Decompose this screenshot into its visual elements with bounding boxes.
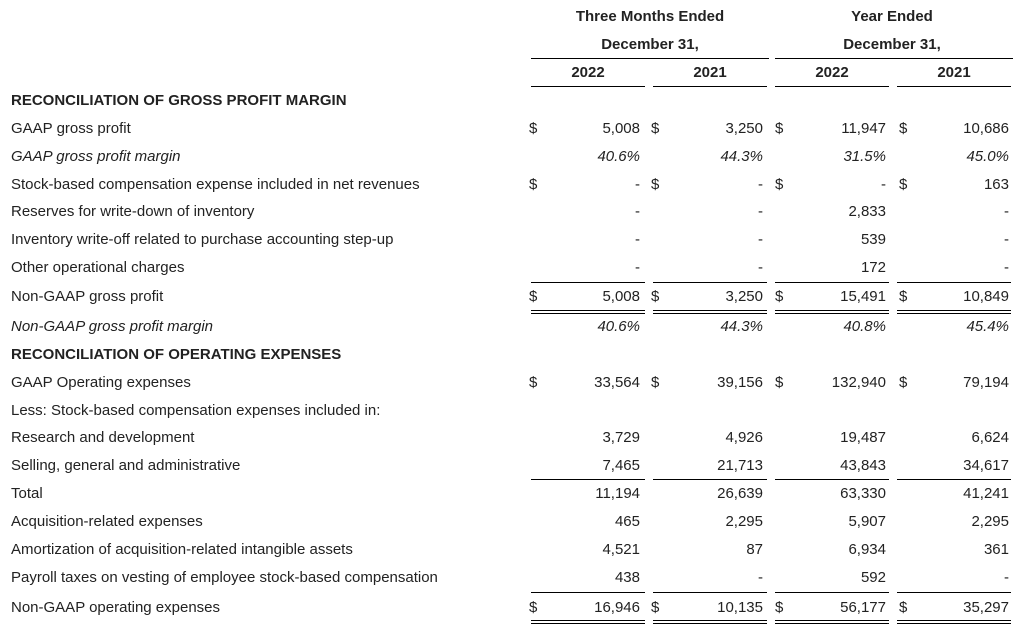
dollar-sign: $ bbox=[651, 288, 660, 305]
double-underline bbox=[775, 310, 889, 314]
subtotal-underline bbox=[897, 479, 1011, 480]
row-value-col1: 16,946 bbox=[594, 599, 640, 616]
row-value-col1: 11,194 bbox=[595, 485, 640, 502]
row-value-col2: 21,713 bbox=[717, 457, 763, 474]
dollar-sign: $ bbox=[529, 599, 538, 616]
row-value-col2: 3,250 bbox=[725, 288, 763, 305]
row-value-col2: 3,250 bbox=[725, 120, 763, 137]
header-group1-line1: Three Months Ended bbox=[575, 8, 725, 25]
row-value-col2: 87 bbox=[746, 541, 763, 558]
row-value-col2: 44.3% bbox=[720, 318, 763, 335]
row-value-col3: 2,833 bbox=[848, 203, 886, 220]
subtotal-underline bbox=[775, 282, 889, 283]
row-value-col1: - bbox=[635, 259, 640, 276]
row-value-col1: - bbox=[635, 231, 640, 248]
row-label: Other operational charges bbox=[11, 259, 185, 276]
dollar-sign: $ bbox=[775, 288, 784, 305]
dollar-sign: $ bbox=[899, 120, 908, 137]
row-value-col3: 11,947 bbox=[841, 120, 886, 137]
row-value-col4: 34,617 bbox=[963, 457, 1009, 474]
row-value-col2: 10,135 bbox=[717, 599, 763, 616]
row-label: Stock-based compensation expense included in net revenues bbox=[11, 176, 420, 193]
row-value-col4: 35,297 bbox=[963, 599, 1009, 616]
header-rule-col1 bbox=[531, 86, 645, 87]
row-value-col4: 361 bbox=[983, 541, 1009, 558]
row-value-col1: - bbox=[635, 203, 640, 220]
row-label: Non-GAAP gross profit margin bbox=[11, 318, 214, 335]
header-rule-col4 bbox=[897, 86, 1011, 87]
subtotal-underline bbox=[897, 282, 1011, 283]
row-value-col4: 41,241 bbox=[963, 485, 1009, 502]
row-value-col1: 465 bbox=[614, 513, 640, 530]
header-group2-line1: Year Ended bbox=[851, 8, 933, 25]
row-value-col1: 5,008 bbox=[602, 120, 640, 137]
row-value-col1: 438 bbox=[614, 569, 640, 586]
subtotal-underline bbox=[531, 592, 645, 593]
subtotal-underline bbox=[653, 592, 767, 593]
header-rule-col2 bbox=[653, 86, 767, 87]
row-label: Amortization of acquisition-related intangible assets bbox=[11, 541, 353, 558]
row-value-col1: 5,008 bbox=[602, 288, 640, 305]
row-label: Research and development bbox=[11, 429, 195, 446]
subtotal-underline bbox=[531, 282, 645, 283]
row-value-col1: 3,729 bbox=[602, 429, 640, 446]
row-value-col2: 39,156 bbox=[717, 374, 763, 391]
dollar-sign: $ bbox=[899, 599, 908, 616]
row-value-col2: 4,926 bbox=[725, 429, 763, 446]
dollar-sign: $ bbox=[651, 120, 660, 137]
dollar-sign: $ bbox=[651, 176, 660, 193]
row-value-col3: 132,940 bbox=[831, 374, 886, 391]
row-label: RECONCILIATION OF GROSS PROFIT MARGIN bbox=[11, 92, 347, 109]
row-value-col1: 33,564 bbox=[594, 374, 640, 391]
row-value-col4: - bbox=[1004, 569, 1009, 586]
row-label: Inventory write-off related to purchase accounting step-up bbox=[11, 231, 394, 248]
row-value-col4: - bbox=[1004, 259, 1009, 276]
double-underline bbox=[653, 310, 767, 314]
row-value-col2: - bbox=[758, 569, 763, 586]
header-rule-group1 bbox=[531, 58, 769, 59]
row-value-col4: 2,295 bbox=[971, 513, 1009, 530]
dollar-sign: $ bbox=[775, 374, 784, 391]
row-value-col2: 44.3% bbox=[720, 148, 763, 165]
dollar-sign: $ bbox=[529, 176, 538, 193]
row-label: Less: Stock-based compensation expenses included in: bbox=[11, 402, 381, 419]
dollar-sign: $ bbox=[775, 599, 784, 616]
row-value-col2: - bbox=[758, 259, 763, 276]
header-year-col2: 2021 bbox=[693, 64, 727, 81]
header-group2-line2: December 31, bbox=[843, 36, 941, 53]
dollar-sign: $ bbox=[651, 374, 660, 391]
dollar-sign: $ bbox=[529, 120, 538, 137]
subtotal-underline bbox=[775, 479, 889, 480]
row-value-col4: 10,849 bbox=[963, 288, 1009, 305]
row-value-col2: - bbox=[758, 231, 763, 248]
dollar-sign: $ bbox=[775, 120, 784, 137]
header-year-col4: 2021 bbox=[937, 64, 971, 81]
row-value-col3: 172 bbox=[860, 259, 886, 276]
double-underline bbox=[531, 310, 645, 314]
row-value-col1: 4,521 bbox=[602, 541, 640, 558]
dollar-sign: $ bbox=[775, 176, 784, 193]
row-value-col4: 163 bbox=[983, 176, 1009, 193]
header-group1-line2: December 31, bbox=[601, 36, 699, 53]
row-value-col3: 592 bbox=[860, 569, 886, 586]
header-year-col3: 2022 bbox=[815, 64, 849, 81]
row-value-col4: 79,194 bbox=[963, 374, 1009, 391]
dollar-sign: $ bbox=[529, 288, 538, 305]
row-label: Selling, general and administrative bbox=[11, 457, 241, 474]
row-label: Acquisition-related expenses bbox=[11, 513, 203, 530]
row-value-col3: 5,907 bbox=[848, 513, 886, 530]
dollar-sign: $ bbox=[899, 288, 908, 305]
row-value-col2: - bbox=[758, 203, 763, 220]
subtotal-underline bbox=[653, 282, 767, 283]
row-value-col3: - bbox=[881, 176, 886, 193]
double-underline bbox=[897, 620, 1011, 624]
header-rule-group2 bbox=[775, 58, 1013, 59]
row-value-col3: 40.8% bbox=[843, 318, 886, 335]
row-value-col3: 31.5% bbox=[843, 148, 886, 165]
row-value-col4: - bbox=[1004, 203, 1009, 220]
subtotal-underline bbox=[653, 479, 767, 480]
row-value-col3: 56,177 bbox=[840, 599, 886, 616]
row-label: Payroll taxes on vesting of employee stock-based compensation bbox=[11, 569, 438, 586]
subtotal-underline bbox=[897, 592, 1011, 593]
row-value-col2: - bbox=[758, 176, 763, 193]
row-label: Reserves for write-down of inventory bbox=[11, 203, 255, 220]
dollar-sign: $ bbox=[899, 176, 908, 193]
row-value-col4: 10,686 bbox=[963, 120, 1009, 137]
header-rule-col3 bbox=[775, 86, 889, 87]
row-value-col3: 63,330 bbox=[840, 485, 886, 502]
double-underline bbox=[653, 620, 767, 624]
row-value-col1: 40.6% bbox=[597, 318, 640, 335]
row-label: GAAP gross profit bbox=[11, 120, 131, 137]
dollar-sign: $ bbox=[529, 374, 538, 391]
dollar-sign: $ bbox=[651, 599, 660, 616]
row-label: Total bbox=[11, 485, 43, 502]
row-value-col4: - bbox=[1004, 231, 1009, 248]
subtotal-underline bbox=[775, 592, 889, 593]
row-label: RECONCILIATION OF OPERATING EXPENSES bbox=[11, 346, 342, 363]
row-value-col1: - bbox=[635, 176, 640, 193]
row-value-col1: 40.6% bbox=[597, 148, 640, 165]
double-underline bbox=[531, 620, 645, 624]
row-value-col3: 19,487 bbox=[840, 429, 886, 446]
row-value-col2: 26,639 bbox=[717, 485, 763, 502]
row-value-col3: 43,843 bbox=[840, 457, 886, 474]
row-value-col4: 6,624 bbox=[971, 429, 1009, 446]
subtotal-underline bbox=[531, 479, 645, 480]
double-underline bbox=[897, 310, 1011, 314]
row-value-col4: 45.4% bbox=[966, 318, 1009, 335]
row-label: GAAP gross profit margin bbox=[11, 148, 181, 165]
row-value-col4: 45.0% bbox=[966, 148, 1009, 165]
row-value-col3: 15,491 bbox=[840, 288, 886, 305]
double-underline bbox=[775, 620, 889, 624]
row-value-col2: 2,295 bbox=[725, 513, 763, 530]
row-value-col1: 7,465 bbox=[602, 457, 640, 474]
header-year-col1: 2022 bbox=[571, 64, 605, 81]
row-label: GAAP Operating expenses bbox=[11, 374, 191, 391]
row-label: Non-GAAP operating expenses bbox=[11, 599, 221, 616]
row-label: Non-GAAP gross profit bbox=[11, 288, 164, 305]
row-value-col3: 6,934 bbox=[848, 541, 886, 558]
row-value-col3: 539 bbox=[860, 231, 886, 248]
dollar-sign: $ bbox=[899, 374, 908, 391]
